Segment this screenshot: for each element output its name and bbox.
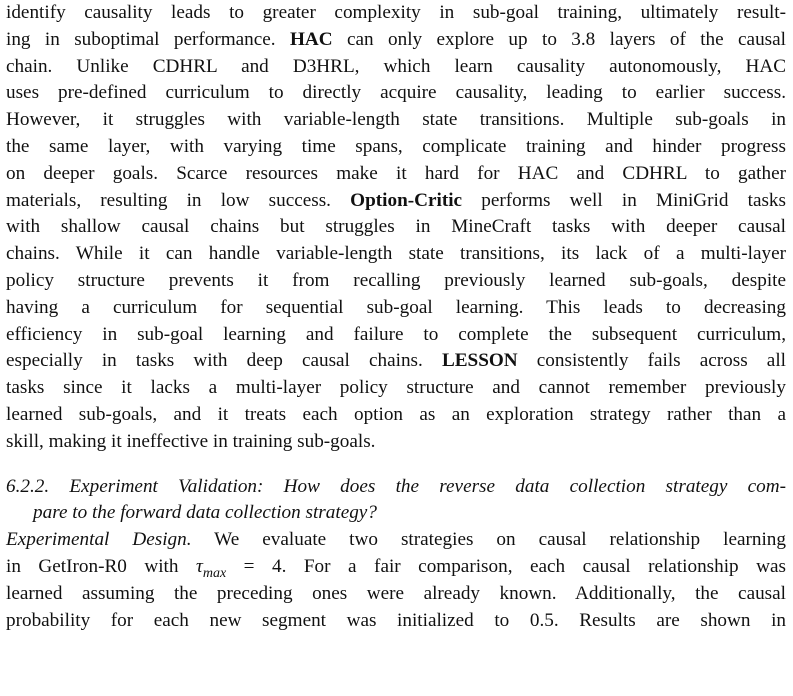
results-paragraph-line	[6, 402, 786, 429]
results-paragraph-line	[6, 214, 786, 241]
method-name: Option-Critic	[350, 189, 463, 211]
text-run: tasks since it lacks a multi-layer policy structure and cannot remember previously	[6, 377, 786, 399]
text-run: We evaluate two strategies on causal relationship learning	[191, 529, 786, 551]
results-paragraph	[6, 0, 786, 456]
text-run: having a curriculum for sequential sub-goal learning. This leads to decreasing	[6, 296, 786, 318]
results-paragraph-line	[6, 134, 786, 161]
results-paragraph-line	[6, 241, 786, 268]
results-paragraph-line	[6, 188, 786, 215]
text-run: materials, resulting in low success.	[6, 189, 351, 211]
text-run: the same layer, with varying time spans, complicate training and hinder progress	[6, 135, 786, 157]
text-run: skill, making it ineffective in training sub-goals.	[6, 430, 376, 452]
design-paragraph-line	[6, 608, 786, 635]
text-run: on deeper goals. Scarce resources make it hard for HAC and CDHRL to gather	[6, 162, 786, 184]
results-paragraph-line	[6, 107, 786, 134]
text-run: learned assuming the preceding ones were already known. Additionally, the causal	[6, 582, 786, 604]
design-paragraph-line	[6, 554, 786, 581]
section-heading-line-1: 6.2.2. Experiment Validation: How does the reverse data collection strategy com-	[6, 475, 786, 497]
results-paragraph-line	[6, 54, 786, 81]
paper-page	[6, 0, 786, 634]
text-run: policy structure prevents it from recalling previously learned sub-goals, despite	[6, 269, 786, 291]
results-paragraph-line	[6, 268, 786, 295]
text-run: performs well in MiniGrid tasks	[462, 189, 786, 211]
results-paragraph-line	[6, 80, 786, 107]
text-run: τ	[195, 555, 203, 577]
text-run: probability for each new segment was initialized to 0.5. Results are shown in	[6, 609, 786, 631]
section-heading	[6, 474, 786, 528]
text-run: in GetIron-R0 with	[6, 555, 196, 577]
text-run: learned sub-goals, and it treats each option as an exploration strategy rather than a	[6, 403, 786, 425]
text-run: can only explore up to 3.8 layers of the causal	[332, 28, 786, 50]
results-paragraph-line	[6, 375, 786, 402]
results-paragraph-line	[6, 27, 786, 54]
text-run: Experimental Design.	[6, 529, 192, 551]
math-subscript: max	[202, 565, 227, 581]
text-run: consistently fails across all	[517, 350, 786, 372]
text-run: uses pre-defined curriculum to directly acquire causality, leading to earlier success.	[6, 82, 786, 104]
section-heading-line-2: pare to the forward data collection strategy?	[33, 502, 377, 524]
section-gap	[6, 456, 786, 474]
results-paragraph-line	[6, 348, 786, 375]
results-paragraph-line	[6, 161, 786, 188]
text-run: identify causality leads to greater complexity in sub-goal training, ultimately result-	[6, 2, 786, 23]
design-paragraph-line	[6, 527, 786, 554]
experimental-design-paragraph	[6, 527, 786, 634]
results-paragraph-line	[6, 322, 786, 349]
text-run: chain. Unlike CDHRL and D3HRL, which learn causality autonomously, HAC	[6, 55, 786, 77]
text-run: with shallow causal chains but struggles in MineCraft tasks with deeper causal	[6, 216, 786, 238]
results-paragraph-line	[6, 429, 786, 456]
text-run: chains. While it can handle variable-length state transitions, its lack of a multi-layer	[6, 243, 786, 265]
text-run: ing in suboptimal performance.	[6, 28, 290, 50]
design-paragraph-line	[6, 581, 786, 608]
text-run: = 4. For a fair comparison, each causal relationship was	[226, 555, 786, 577]
method-name: HAC	[289, 28, 333, 50]
results-paragraph-line	[6, 0, 786, 27]
text-run: However, it struggles with variable-length state transitions. Multiple sub-goals in	[6, 109, 786, 131]
method-name: LESSON	[441, 350, 518, 372]
text-run: efficiency in sub-goal learning and failure to complete the subsequent curriculum,	[6, 323, 786, 345]
results-paragraph-line	[6, 295, 786, 322]
text-run: especially in tasks with deep causal chains.	[6, 350, 442, 372]
